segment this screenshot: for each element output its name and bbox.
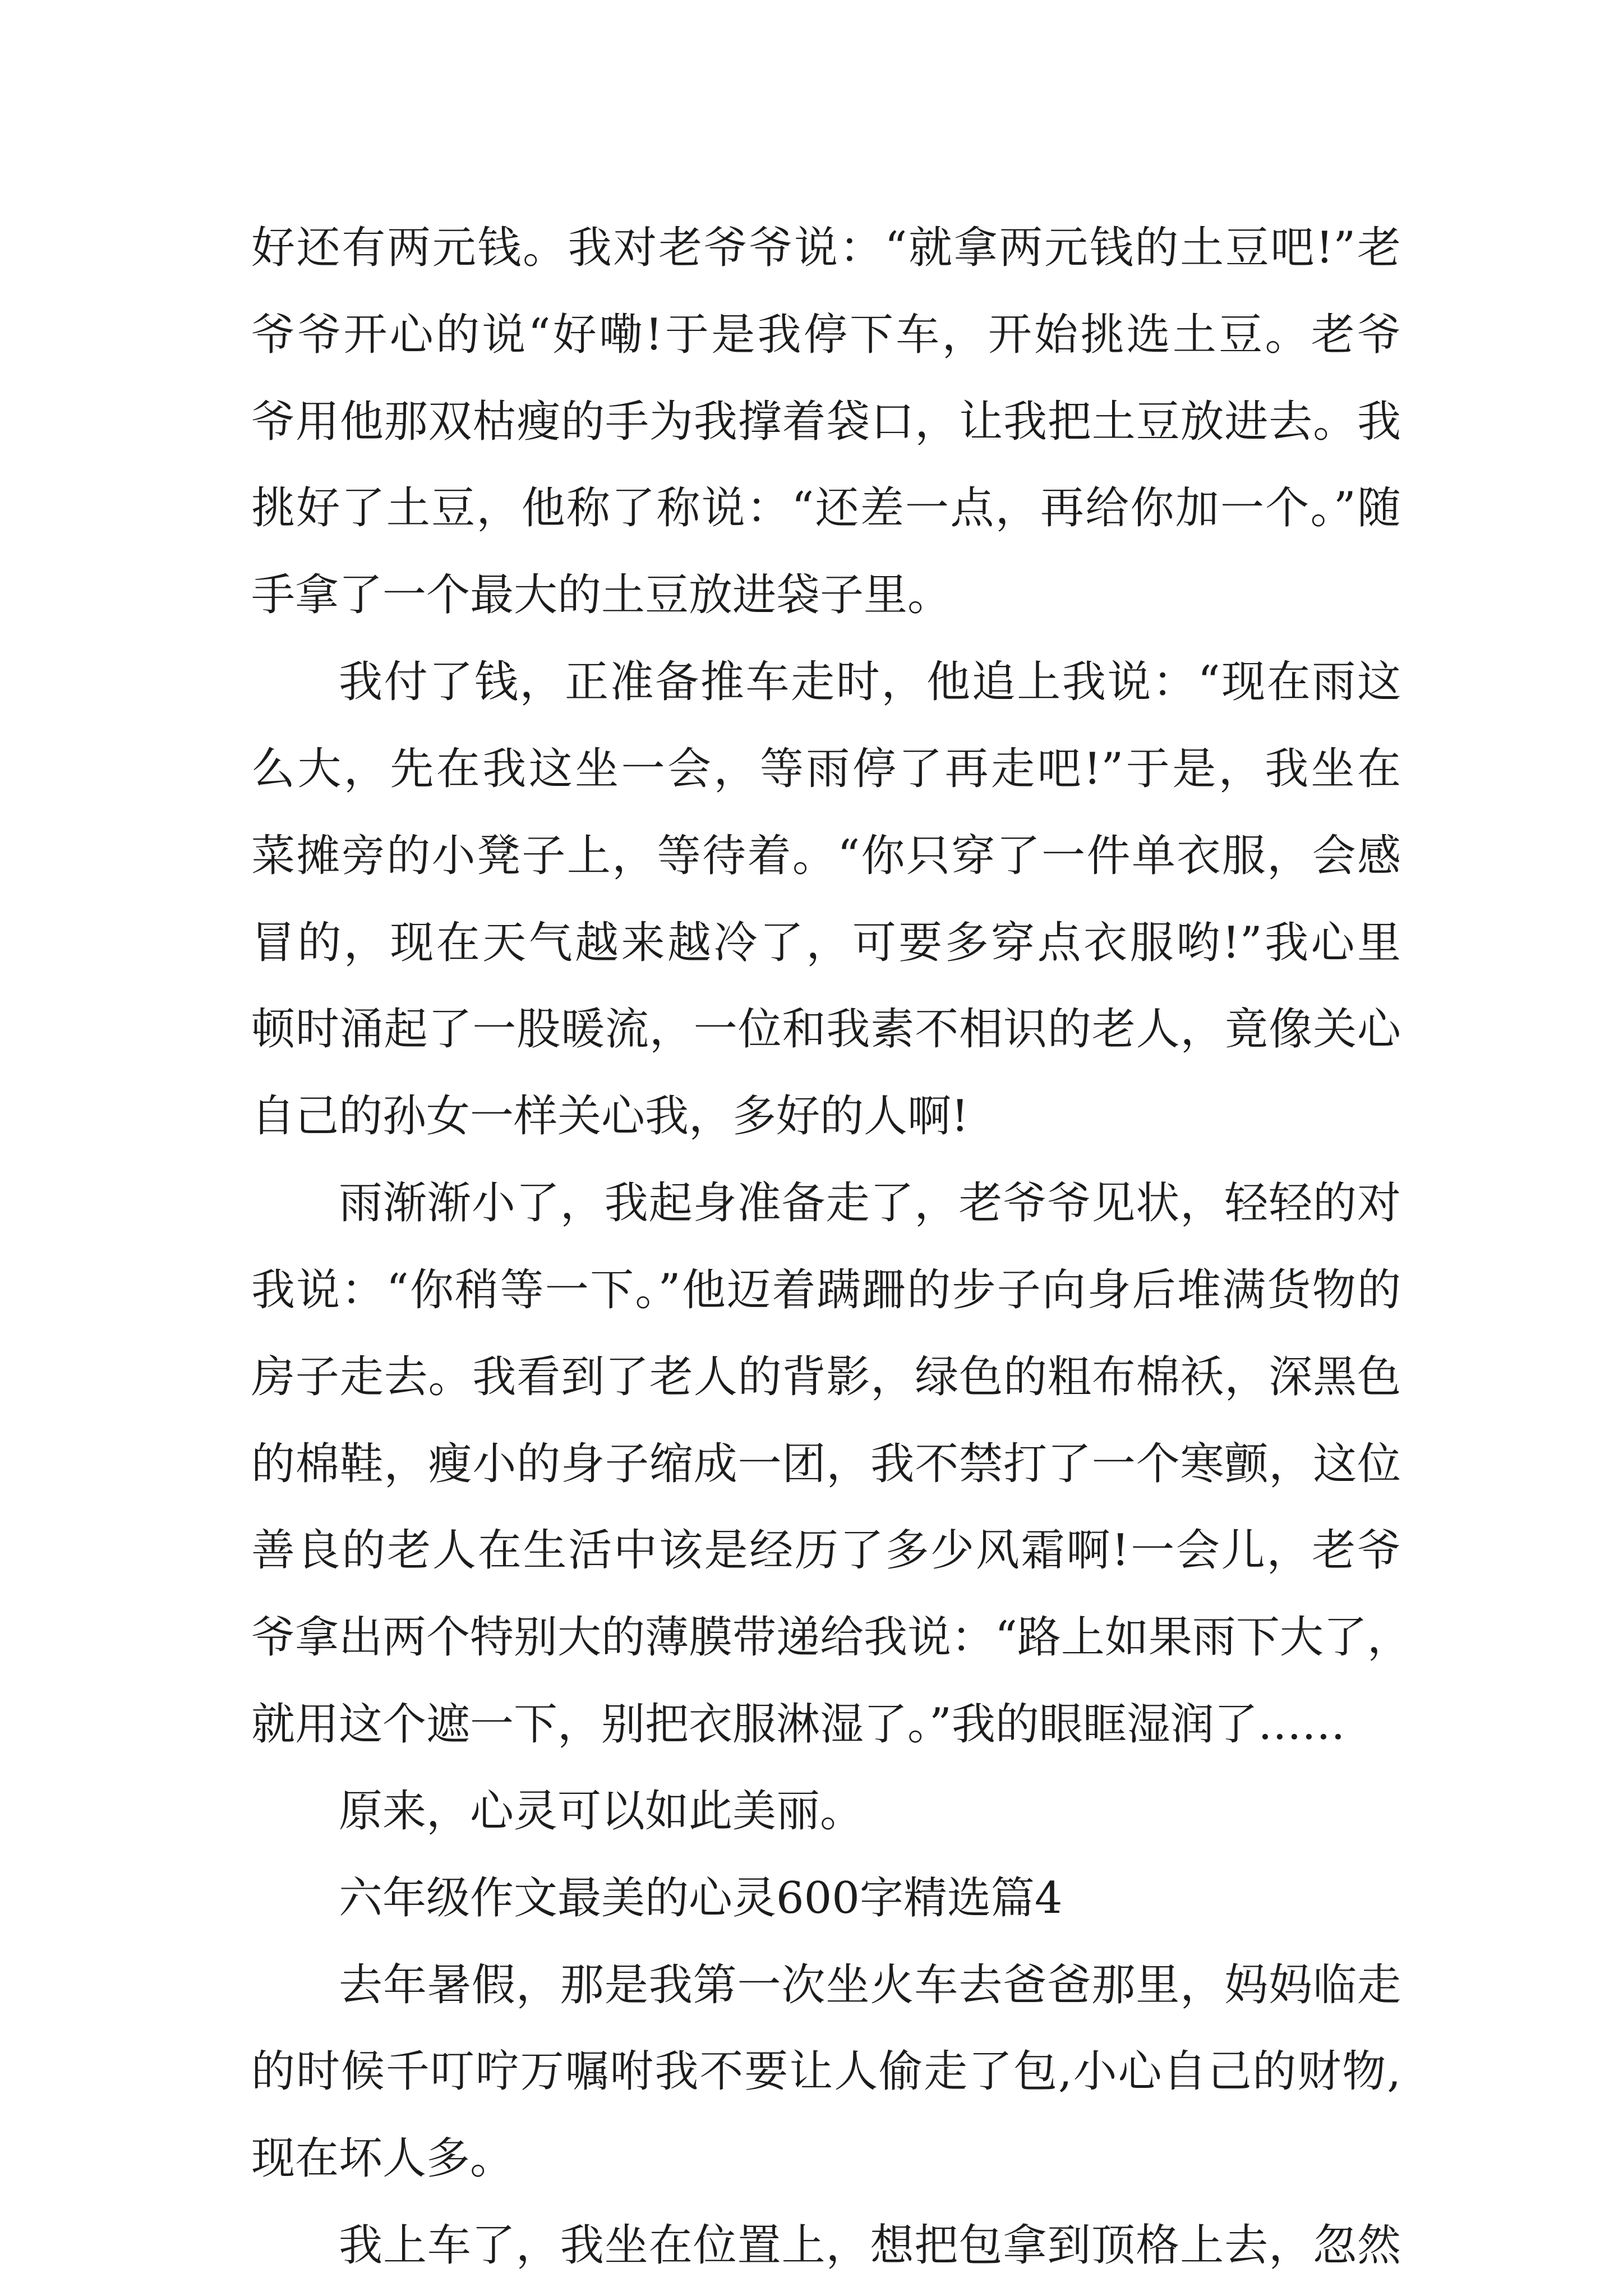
text-line: 的时候千叮咛万嘱咐我不要让人偷走了包,小心自己的财物, xyxy=(251,2046,1401,2097)
paragraph-first-line: 原来，心灵可以如此美丽。 xyxy=(339,1786,864,1837)
text-line: 就用这个遮一下，别把衣服淋湿了。”我的眼眶湿润了…… xyxy=(251,1699,1345,1750)
text-line: 现在坏人多。 xyxy=(251,2133,514,2184)
text-line: 冒的，现在天气越来越冷了，可要多穿点衣服哟!”我心里 xyxy=(251,918,1401,968)
text-line: 爷用他那双枯瘦的手为我撑着袋口，让我把土豆放进去。我 xyxy=(251,397,1401,447)
text-line: 顿时涌起了一股暖流，一位和我素不相识的老人，竟像关心 xyxy=(251,1004,1401,1055)
text-line: 挑好了土豆，他称了称说：“还差一点，再给你加一个。”随 xyxy=(251,483,1401,533)
paragraph-first-line: 我付了钱，正准备推车走时，他追上我说：“现在雨这 xyxy=(339,657,1401,707)
text-line: 善良的老人在生活中该是经历了多少风霜啊!一会儿，老爷 xyxy=(251,1525,1401,1576)
text-line: 我说：“你稍等一下。”他迈着蹒跚的步子向身后堆满货物的 xyxy=(251,1265,1401,1315)
text-line: 好还有两元钱。我对老爷爷说：“就拿两元钱的土豆吧!”老 xyxy=(251,223,1401,273)
text-line: 自己的孙女一样关心我，多好的人啊! xyxy=(251,1091,969,1142)
text-line: 手拿了一个最大的土豆放进袋子里。 xyxy=(251,570,952,620)
text-line: 房子走去。我看到了老人的背影，绿色的粗布棉袄，深黑色 xyxy=(251,1352,1401,1402)
text-line: 爷拿出两个特别大的薄膜带递给我说：“路上如果雨下大了， xyxy=(251,1612,1411,1663)
paragraph-first-line: 我上车了，我坐在位置上，想把包拿到顶格上去，忽然 xyxy=(339,2220,1401,2271)
text-line: 菜摊旁的小凳子上，等待着。“你只穿了一件单衣服，会感 xyxy=(251,831,1401,881)
paragraph-first-line: 去年暑假，那是我第一次坐火车去爸爸那里，妈妈临走 xyxy=(339,1960,1401,2010)
paragraph-first-line: 雨渐渐小了，我起身准备走了，老爷爷见状，轻轻的对 xyxy=(339,1178,1401,1228)
text-line: 么大，先在我这坐一会，等雨停了再走吧!”于是，我坐在 xyxy=(251,744,1401,794)
text-line: 爷爷开心的说“好嘞!于是我停下车，开始挑选土豆。老爷 xyxy=(251,310,1401,360)
text-line: 的棉鞋，瘦小的身子缩成一团，我不禁打了一个寒颤，这位 xyxy=(251,1439,1401,1489)
section-heading: 六年级作文最美的心灵600字精选篇4 xyxy=(339,1873,1063,1924)
